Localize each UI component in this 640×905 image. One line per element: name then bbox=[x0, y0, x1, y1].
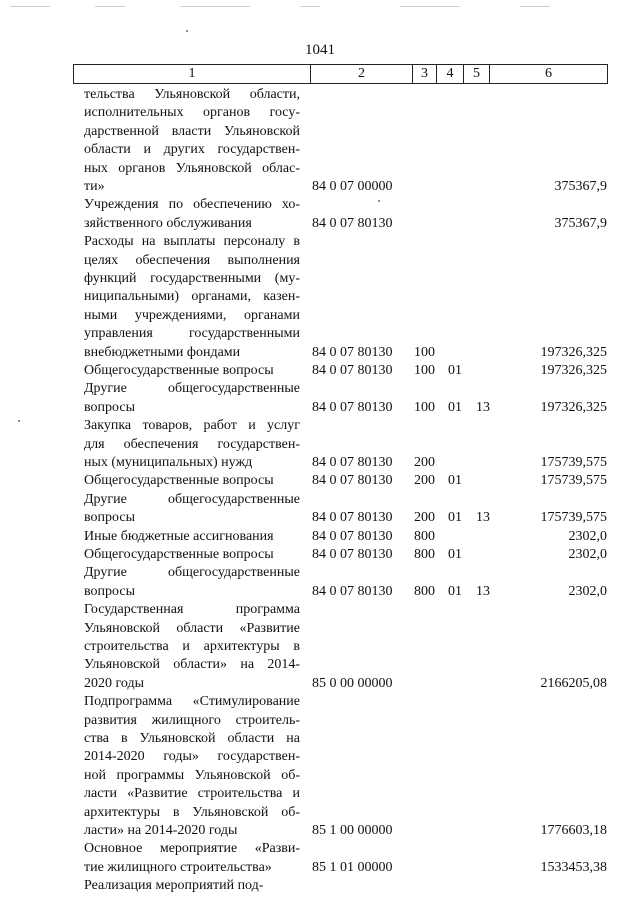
cell-target-code: 84 0 07 80130 bbox=[312, 528, 393, 544]
cell-expense-type: 800 bbox=[414, 583, 435, 599]
table-row bbox=[0, 196, 640, 233]
table-row bbox=[0, 693, 640, 840]
description-line: строительства и архитектуры в bbox=[84, 639, 300, 654]
header-col-4: 4 bbox=[436, 65, 463, 83]
row-description bbox=[84, 601, 300, 693]
cell-amount: 175739,575 bbox=[540, 510, 607, 526]
description-line: ства в Ульяновской области на bbox=[84, 731, 300, 746]
description-line: Общегосударственные вопросы bbox=[84, 547, 274, 562]
description-line: Расходы на выплаты персоналу в bbox=[84, 234, 300, 250]
cell-subsection: 13 bbox=[476, 510, 490, 526]
row-description bbox=[84, 233, 300, 362]
cell-target-code: 84 0 07 80130 bbox=[312, 510, 393, 526]
row-description bbox=[84, 380, 300, 417]
row-description bbox=[84, 362, 300, 380]
cell-amount: 2302,0 bbox=[568, 528, 607, 544]
header-col-1: 1 bbox=[188, 66, 196, 81]
row-description bbox=[84, 877, 300, 895]
row-description bbox=[84, 86, 300, 196]
row-description bbox=[84, 528, 300, 546]
row-description bbox=[84, 840, 300, 877]
cell-target-code: 84 0 07 00000 bbox=[312, 179, 393, 194]
description-line: Основное мероприятие «Разви- bbox=[84, 841, 300, 857]
description-line: ными учреждениями, органами bbox=[84, 307, 300, 323]
description-line: ласти» на 2014-2020 годы bbox=[84, 823, 238, 839]
row-description bbox=[84, 564, 300, 601]
description-line: зяйственного обслуживания bbox=[84, 215, 252, 231]
description-line: ных органов Ульяновской облас- bbox=[84, 160, 300, 176]
cell-target-code: 84 0 07 80130 bbox=[312, 454, 393, 470]
cell-expense-type: 100 bbox=[414, 363, 435, 378]
description-line: Другие общегосударственные bbox=[84, 491, 300, 507]
cell-amount: 197326,325 bbox=[540, 344, 607, 360]
header-col-5: 5 bbox=[463, 65, 489, 83]
cell-target-code: 84 0 07 80130 bbox=[312, 583, 393, 599]
cell-amount: 1776603,18 bbox=[540, 822, 607, 838]
description-line: вопросы bbox=[84, 583, 135, 599]
description-line: управления государственными bbox=[84, 326, 300, 342]
cell-amount: 197326,325 bbox=[540, 399, 607, 415]
cell-target-code: 85 0 00 00000 bbox=[312, 675, 393, 691]
row-description bbox=[84, 693, 300, 840]
cell-expense-type: 200 bbox=[414, 473, 435, 489]
scan-speck bbox=[186, 30, 188, 32]
table-header bbox=[73, 64, 608, 84]
cell-section: 01 bbox=[448, 363, 462, 378]
description-line: функций государственными (му- bbox=[84, 271, 300, 286]
cell-target-code: 84 0 07 80130 bbox=[312, 547, 393, 562]
scan-speck bbox=[18, 420, 20, 422]
description-line: Подпрограмма «Стимулирование bbox=[84, 694, 300, 710]
description-line: развития жилищного строитель- bbox=[84, 712, 300, 728]
description-line: ти» bbox=[84, 179, 105, 195]
description-line: ласти «Развитие строительства и bbox=[84, 786, 300, 802]
cell-expense-type: 200 bbox=[414, 510, 435, 526]
cell-amount: 375367,9 bbox=[554, 215, 607, 231]
description-line: Ульяновской области» на 2014- bbox=[84, 657, 300, 673]
cell-target-code: 84 0 07 80130 bbox=[312, 215, 393, 231]
description-line: Реализация мероприятий под- bbox=[84, 878, 264, 894]
description-line: ных (муниципальных) нужд bbox=[84, 455, 253, 470]
cell-amount: 1533453,38 bbox=[540, 859, 607, 875]
description-line: архитектуры в Ульяновской об- bbox=[84, 804, 300, 820]
header-col-3: 3 bbox=[412, 65, 436, 83]
table-row bbox=[0, 877, 640, 895]
cell-expense-type: 100 bbox=[414, 399, 435, 415]
table-row bbox=[0, 840, 640, 877]
cell-section: 01 bbox=[448, 547, 462, 562]
description-line: исполнительных органов госу- bbox=[84, 105, 300, 121]
description-line: для обеспечения государствен- bbox=[84, 436, 300, 452]
description-line: тие жилищного строительства» bbox=[84, 859, 272, 875]
description-line: Учреждения по обеспечению хо- bbox=[84, 197, 300, 213]
description-line: тельства Ульяновской области, bbox=[84, 87, 300, 102]
cell-target-code: 85 1 01 00000 bbox=[312, 859, 393, 875]
cell-target-code: 85 1 00 00000 bbox=[312, 822, 393, 838]
cell-expense-type: 800 bbox=[414, 547, 435, 562]
description-line: Общегосударственные вопросы bbox=[84, 473, 274, 489]
table-row bbox=[0, 380, 640, 417]
header-col-2: 2 bbox=[310, 65, 412, 83]
description-line: ниципальными) органами, казен- bbox=[84, 289, 300, 305]
description-line: 2020 годы bbox=[84, 675, 145, 691]
row-description bbox=[84, 417, 300, 472]
cell-amount: 175739,575 bbox=[540, 454, 607, 470]
table-row bbox=[0, 417, 640, 472]
cell-amount: 2166205,08 bbox=[540, 675, 607, 691]
table-row bbox=[0, 362, 640, 380]
table-row bbox=[0, 233, 640, 362]
row-description bbox=[84, 196, 300, 233]
row-description bbox=[84, 546, 300, 564]
description-line: Государственная программа bbox=[84, 602, 300, 618]
description-line: области и других государствен- bbox=[84, 142, 300, 158]
table-row bbox=[0, 546, 640, 564]
table-row bbox=[0, 491, 640, 528]
cell-expense-type: 800 bbox=[414, 528, 435, 544]
row-description bbox=[84, 491, 300, 528]
description-line: Закупка товаров, работ и услуг bbox=[84, 418, 300, 434]
description-line: Иные бюджетные ассигнования bbox=[84, 528, 274, 544]
table-row bbox=[0, 528, 640, 546]
description-line: Ульяновской области «Развитие bbox=[84, 620, 300, 636]
cell-expense-type: 100 bbox=[414, 344, 435, 360]
cell-section: 01 bbox=[448, 583, 462, 599]
row-description bbox=[84, 472, 300, 490]
description-line: Общегосударственные вопросы bbox=[84, 363, 274, 378]
description-line: вопросы bbox=[84, 399, 135, 415]
cell-subsection: 13 bbox=[476, 399, 490, 415]
table-row bbox=[0, 86, 640, 196]
cell-target-code: 84 0 07 80130 bbox=[312, 399, 393, 415]
description-line: Другие общегосударственные bbox=[84, 565, 300, 581]
cell-amount: 2302,0 bbox=[568, 583, 607, 599]
cell-target-code: 84 0 07 80130 bbox=[312, 344, 393, 360]
cell-amount: 2302,0 bbox=[568, 547, 607, 562]
cell-amount: 197326,325 bbox=[540, 363, 607, 378]
cell-target-code: 84 0 07 80130 bbox=[312, 363, 393, 378]
description-line: внебюджетными фондами bbox=[84, 344, 241, 360]
page-number: 1041 bbox=[305, 42, 335, 58]
cell-amount: 375367,9 bbox=[554, 179, 607, 194]
description-line: целях обеспечения выполнения bbox=[84, 252, 300, 268]
description-line: вопросы bbox=[84, 510, 135, 526]
description-line: Другие общегосударственные bbox=[84, 381, 300, 397]
description-line: ной программы Ульяновской об- bbox=[84, 767, 300, 783]
table-row bbox=[0, 601, 640, 693]
cell-subsection: 13 bbox=[476, 583, 490, 599]
cell-target-code: 84 0 07 80130 bbox=[312, 473, 393, 489]
description-line: 2014-2020 годы» государствен- bbox=[84, 749, 300, 765]
table-row bbox=[0, 472, 640, 490]
scan-speck bbox=[378, 200, 380, 202]
table-row bbox=[0, 564, 640, 601]
cell-expense-type: 200 bbox=[414, 454, 435, 470]
cell-section: 01 bbox=[448, 473, 462, 489]
cell-amount: 175739,575 bbox=[540, 473, 607, 489]
description-line: дарственной власти Ульяновской bbox=[84, 123, 300, 139]
header-col-6: 6 bbox=[489, 65, 607, 83]
cell-section: 01 bbox=[448, 399, 462, 415]
cell-section: 01 bbox=[448, 510, 462, 526]
scan-artifact-top bbox=[0, 6, 640, 8]
